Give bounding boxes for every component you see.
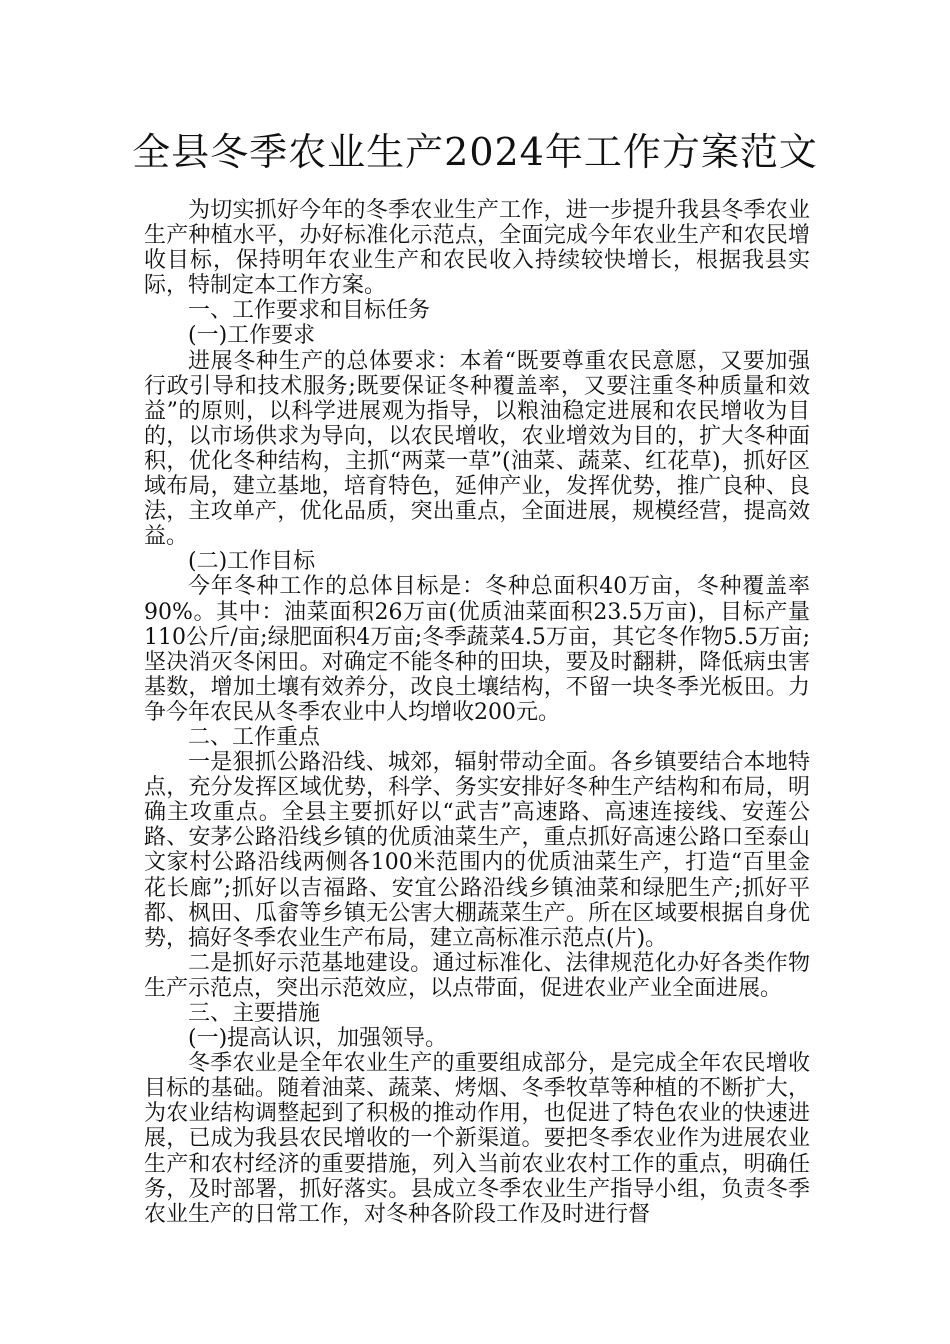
paragraph-focus-roads: 一是狠抓公路沿线、城郊，辐射带动全面。各乡镇要结合本地特点，充分发挥区域优势，科学、务实安排好冬种生产结构和布局，明确主攻重点。全县主要抓好以“武吉”高速路、高速连接线、安莲公路、安茅公路沿线乡镇的优质油菜生产，重点抓好高速公路口至泰山文家村公路沿线两侧各100米范围内的优质油菜生产，打造“百里金花长廊”;抓好以吉福路、安宜公路沿线乡镇油菜和绿肥生产;抓好平都、枫田、瓜畲等乡镇无公害大棚蔬菜生产。所在区域要根据自身优势，搞好冬季农业生产布局，建立高标准示范点(片)。 (144, 750, 810, 951)
subsection-heading-1-1: (一)工作要求 (188, 323, 316, 349)
paragraph-intro: 为切实抓好今年的冬季农业生产工作，进一步提升我县冬季农业生产种植水平，办好标准化示范点，全面完成今年农业生产和农民增收目标，保持明年农业生产和农民收入持续较快增长，根据我县实际，特制定本工作方案。 (144, 198, 810, 299)
document-title: 全县冬季农业生产2024年工作方案范文 (132, 130, 818, 174)
paragraph-work-goals: 今年冬种工作的总体目标是：冬种总面积40万亩，冬种覆盖率90%。其中：油菜面积26万亩(优质油菜面积23.5万亩)，目标产量110公斤/亩;绿肥面积4万亩;冬季蔬菜4.5万亩，其它冬作物5.5万亩;坚决消灭冬闲田。对确定不能冬种的田块，要及时翻耕，降低病虫害基数，增加土壤有效养分，改良土壤结构，不留一块冬季光板田。力争今年农民从冬季农业中人均增收200元。 (144, 574, 810, 725)
paragraph-measures-leadership: 冬季农业是全年农业生产的重要组成部分，是完成全年农民增收目标的基础。随着油菜、蔬菜、烤烟、冬季牧草等种植的不断扩大，为农业结构调整起到了积极的推动作用，也促进了特色农业的快速进展，已成为我县农民增收的一个新渠道。要把冬季农业作为进展农业生产和农村经济的重要措施，列入当前农业农村工作的重点，明确任务，及时部署，抓好落实。县成立冬季农业生产指导小组，负责冬季农业生产的日常工作，对冬种各阶段工作及时进行督 (144, 1051, 810, 1227)
section-heading-1: 一、工作要求和目标任务 (188, 298, 431, 324)
section-heading-2: 二、工作重点 (188, 724, 321, 750)
subsection-heading-1-2: (二)工作目标 (188, 549, 316, 575)
section-heading-3: 三、主要措施 (188, 1001, 321, 1026)
subsection-heading-3-1: (一)提高认识，加强领导。 (188, 1026, 448, 1052)
paragraph-focus-demo-base: 二是抓好示范基地建设。通过标准化、法律规范化办好各类作物生产示范点，突出示范效应，以点带面，促进农业产业全面进展。 (144, 950, 810, 1001)
paragraph-work-requirements: 进展冬种生产的总体要求：本着“既要尊重农民意愿，又要加强行政引导和技术服务;既要保证冬种覆盖率，又要注重冬种质量和效益”的原则，以科学进展观为指导，以粮油稳定进展和农民增收为目的，以市场供求为导向，以农民增收，农业增效为目的，扩大冬种面积，优化冬种结构，主抓“两菜一草”(油菜、蔬菜、红花草)，抓好区域布局，建立基地，培育特色，延伸产业，发挥优势，推广良种、良法，主攻单产，优化品质，突出重点，全面进展，规模经营，提高效益。 (144, 348, 810, 550)
document-body (144, 198, 810, 1227)
